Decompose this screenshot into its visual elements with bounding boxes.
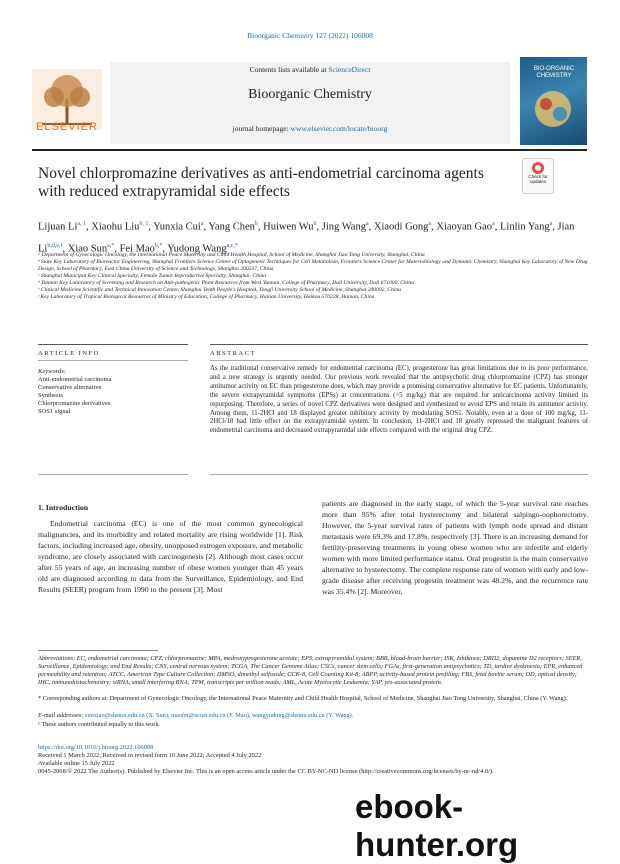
article-info-subrule	[38, 360, 188, 361]
intro-heading: 1. Introduction	[38, 503, 89, 512]
author-name[interactable]: Yunxia Cui	[153, 221, 201, 233]
homepage-prefix: journal homepage:	[232, 124, 291, 133]
intro-left-column: Endometrial carcinoma (EC) is one of the most common gynecological malignancies, and its morbidity and related mortality are rising worldwide [1]. Risk factors, including increased age, obesity, unopposed estrogen exposure, and metabolic syndrome, are closely associated with carcinogenesis [2]. Although most cases occur after 55 years of age, an increasing number of obese women younger than 45 years old are diagnosed according to data from the Surveillance, Epidemiology, and End Results (SEER) program from 1990 to the present [3]. Most	[38, 519, 303, 594]
article-title: Novel chlorpromazine derivatives as anti-endometrial carcinoma agents with reduced extrapyramidal side effects	[38, 165, 484, 200]
author-affiliation-mark[interactable]: a	[200, 221, 204, 227]
author-name[interactable]: Fei Mao	[119, 243, 155, 254]
homepage-line	[110, 124, 510, 133]
check-updates-icon	[523, 159, 553, 175]
author-affiliation-mark[interactable]: a	[549, 221, 553, 227]
sciencedirect-link[interactable]: ScienceDirect	[328, 65, 371, 74]
abstract-subrule	[210, 360, 588, 361]
author-affiliation-mark[interactable]: b,*	[154, 242, 163, 249]
affiliation: ᵃ Department of Gynecologic Oncology, the International Peace Maternity and Child Health Hospital, School of Medicine, Shanghai Jiao Tong University, Shanghai, China	[38, 252, 425, 258]
email-addresses[interactable]: sunxiao@shsmu.edu.cn (X. Sun), maofei@ecust.edu.cn (F. Mao), wangyudong@shsmu.edu.cn (Y. Wang).	[85, 712, 354, 719]
author-name[interactable]: Jing Wang	[321, 221, 366, 233]
homepage-link[interactable]: www.elsevier.com/locate/bioorg	[290, 124, 388, 133]
received-dates: Received 1 March 2022; Received in revised form 10 June 2022; Accepted 4 July 2022	[38, 752, 262, 759]
author-name[interactable]: Xiaohu Liu	[91, 221, 140, 233]
article-info-heading: ARTICLE INFO	[38, 350, 100, 357]
author-affiliation-mark[interactable]: b,d,e,f	[47, 242, 63, 249]
header-rule	[32, 149, 587, 151]
author-affiliation-mark[interactable]: a,c,*	[226, 242, 238, 249]
cover-title: BIO-ORGANIC CHEMISTRY	[533, 66, 575, 79]
affiliation: ᶠ Key Laboratory of Tropical Biological Resources of Ministry of Education, College of Pharmacy, Hainan University, Haikou 570228, Hainan, China	[38, 294, 375, 300]
footnote-rule	[38, 650, 158, 651]
author-affiliation-mark[interactable]: b	[254, 221, 258, 227]
keyword: Chlorpromazine derivatives	[38, 400, 111, 407]
author-affiliation-mark[interactable]: a	[365, 221, 369, 227]
contents-line	[110, 65, 510, 74]
keywords-label: Keywords:	[38, 368, 66, 375]
keyword: Conservative alternative	[38, 384, 102, 391]
author-affiliation-mark[interactable]: a, 1	[77, 221, 87, 227]
equal-contribution-footnote: ¹ These authors contributed equally to this work.	[38, 721, 161, 728]
available-online: Available online 15 July 2022	[38, 760, 115, 767]
author-affiliation-mark[interactable]: a	[492, 221, 495, 227]
author-affiliation-mark[interactable]: a	[428, 221, 432, 227]
email-footnote	[38, 712, 588, 720]
author-name[interactable]: Xiaoyan Gao	[436, 221, 493, 233]
keywords-block	[38, 368, 188, 416]
keyword: Synthesis	[38, 392, 63, 399]
license-text: 0045-2068/© 2022 The Author(s). Published by Elsevier Inc. This is an open access article under the CC BY-NC-ND license (http://creativecommons.org/licenses/by-nc-nd/4.0/).	[38, 768, 494, 775]
keyword: SOS1 signal	[38, 408, 71, 415]
email-label: E-mail addresses:	[38, 712, 84, 719]
affiliation: ᵈ Yunnan Key Laboratory of Screening and Research on Anti-pathogenic Plant Resources from West Yunnan, College of Pharmacy, Dali University, Dali 671000, China	[38, 280, 414, 286]
author-name[interactable]: Xiaodi Gong	[373, 221, 429, 233]
author-name[interactable]: Yang Chen	[208, 221, 255, 233]
author-affiliation-mark[interactable]: b, 1	[139, 221, 149, 227]
author-name[interactable]: Xiao Sun	[67, 243, 108, 254]
author-name[interactable]: Lijuan Li	[38, 221, 78, 233]
cover-molecule-image	[532, 88, 574, 130]
affiliations	[38, 252, 593, 301]
affiliation: ᶜ Shanghai Municipal Key Clinical Specialty, Female Tumor Reproductive Specialty, Shanghai, China	[38, 273, 267, 279]
abstract-rule	[210, 344, 588, 345]
publisher-wordmark: ELSEVIER	[36, 121, 98, 133]
author-affiliation-mark[interactable]: a,*	[107, 242, 115, 249]
corresponding-footnote: * Corresponding authors at: Department of Gynecologic Oncology, the International Peace Maternity and Child Health Hospital, School of Medicine, Shanghai Jiao Tong University, Shanghai, China (Y. Wang).	[38, 695, 568, 702]
abstract-text: As the traditional conservative remedy for endometrial carcinoma (EC), progesterone has great limitations due to its poor performance, and a new strategy is urgently needed. Our previous work revealed that the antipsychotic drug chlorpromazine (CPZ) has stronger antitumor activity on EC than progesterone does, which may provide a promising conservative alternative for EC patients. Unfortunately, the severe extrapyramidal symptoms (EPSs) at concentrations (>5 mg/kg) that are required for anticarcinoma activity limited its repurposing. Therefore, a series of novel CPZ derivatives were designed and synthesized to avoid EPS and retain its antitumor activity. Among them, 11-2HCl and 18 displayed greater inhibitory activity by modulating SOS1. Notably, even at a dose of 100 mg/kg, 11-2HCl/18 had little effect on the extrapyramidal system. In conclusion, 11-2HCl and 18 greatly repressed the malignant features of endometrial carcinoma and decreased extrapyramidal side effects compared with the original drug CPZ.	[210, 365, 588, 435]
author-name[interactable]: Linlin Yang	[499, 221, 550, 233]
author-list: Lijuan Li$^{a, 1}$, Xiaohu Liu$^{b, 1}$, Yunxia Cui$^a$, Yang Chen$^b$, Huiwen Wu$^b$, Jing Wang$^a$, Xiaodi Gong$^a$, Xiaoyan Gao$^a$, Linlin Yang$^a$, Jian Li$^{b,d,e,f}$, Xiao Sun$^{a,*}$, Fei Mao$^{b,*}$, Yudong Wang$^{a,c,*}$	[38, 221, 575, 254]
keyword: Anti-endometrial carcinoma	[38, 376, 112, 383]
affiliation: ᵉ Clinical Medicine Scientific and Technical Innovation Center, Shanghai Tenth People's Hospital, Tongji University School of Medicine, Shanghai 200092, China	[38, 287, 401, 293]
abstract-heading: ABSTRACT	[210, 350, 256, 357]
abbreviations-footnote: Abbreviations: EC, endometrial carcinoma; CPZ, chlorpromazine; MPA, medroxyprogesterone acetate; EPS, extrapyramidal system; BBB, blood-brain barrier; ISK, Ishikawa; DRD2, dopamine D2 receptors; SEER, Surveillance, Epidemiology, and End Results; CNS, central nervous system; TCGA, The Cancer Genome Atlas; CSCs, cancer stem cells; FGAs, first-generation antipsychotics; TD, tardive dyskinesia; EPR, enhanced permeability and retention; ATCC, American Type Culture Collection; DMSO, dimethyl sulfoxide; CCK-8, Cell Counting Kit-8; ABPP, activity-based protein profiling; FBS, fetal bovine serum; OD, optical density; IHC, immunohistochemistry; siRNA, small interfering RNA; TPM, transcripts per million reads; AML, Acute Myelocytic Leukemia; YAP, yes-associated protein.	[38, 655, 583, 686]
author-name[interactable]: Jian Li	[38, 221, 575, 254]
journal-name: Bioorganic Chemistry	[248, 87, 372, 102]
doi-link[interactable]: https://doi.org/10.1016/j.bioorg.2022.106008	[38, 744, 154, 751]
author-affiliation-mark[interactable]: b	[313, 221, 317, 227]
affiliation: ᵇ State Key Laboratory of Bioreactor Engineering, Shanghai Frontiers Science Center of Optogenetic Techniques for Cell Metabolism, Frontiers Science Center for Materiobiology and Dynamic Chemistry, Shanghai Key Laboratory of New Drug Design, School of Pharmacy, East China University of Science and Technology, Shanghai 200237, China	[38, 259, 588, 272]
keywords-list	[38, 376, 188, 416]
contents-prefix: Contents lists available at	[249, 65, 329, 74]
author-name[interactable]: Yudong Wang	[167, 243, 227, 254]
info-end-rule	[38, 474, 188, 475]
intro-right-column: patients are diagnosed in the early stage, of which the 5-year survival rate reaches more than 95% after total hysterectomy and bilateral salpingo-oophorectomy. However, the 5-year survival rates of patients with lymph node spread and distant metastasis were 69.3% and 17.8%, respectively [3]. There is an increasing demand for fertility-preserving treatments in young obese women who are infertile and elderly women with more limited performance status. Oral progestin is the main conservative alternative to hysterectomy. The complete response rate of women with early and low-grade disease after receiving progestin treatment was 48.2%, and the recurrence rate was 35.4% [2]. Moreover,	[322, 499, 588, 596]
abstract-end-rule	[210, 474, 588, 475]
article-info-rule	[38, 344, 188, 345]
author-name[interactable]: Huiwen Wu	[263, 221, 314, 233]
check-updates-label: Check for updates	[528, 174, 548, 184]
watermark: ebook-hunter.org	[355, 788, 519, 863]
citation-line[interactable]: Bioorganic Chemistry 127 (2022) 106008	[247, 31, 373, 40]
